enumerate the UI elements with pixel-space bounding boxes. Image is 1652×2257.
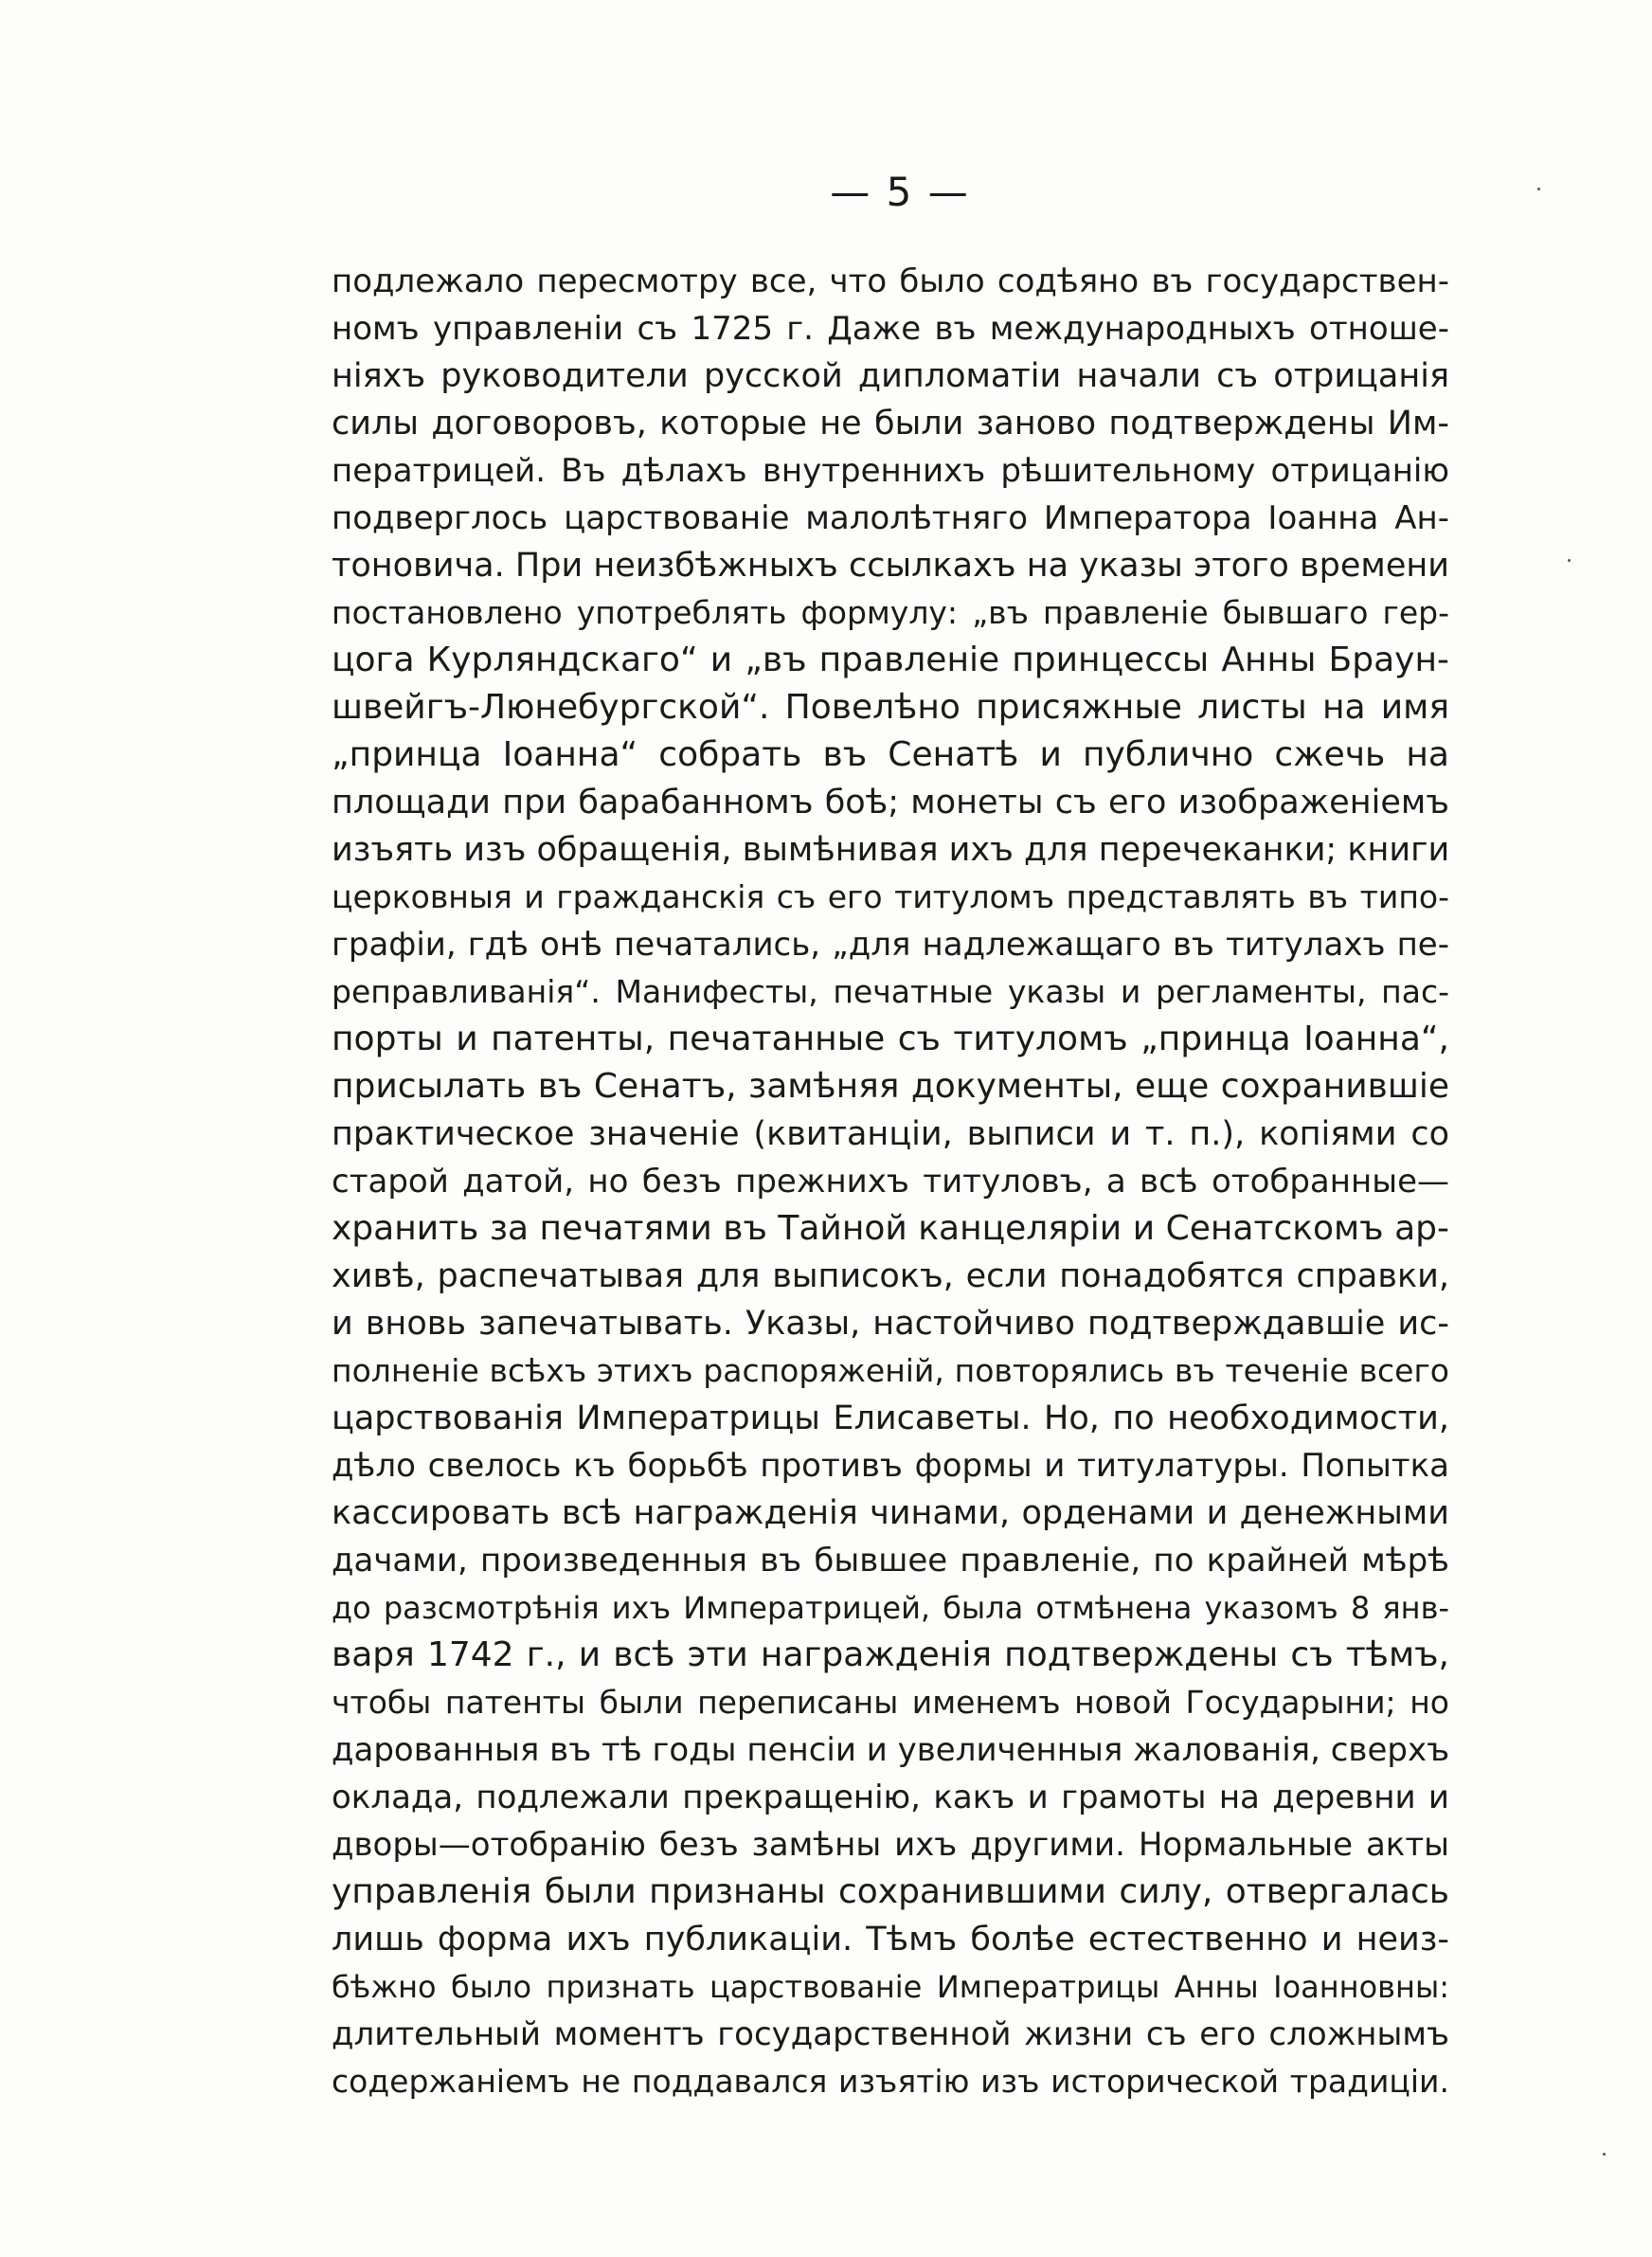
text-line: ператрицей. Въ дѣлахъ внутреннихъ рѣшительному отрицанію [332,452,1449,490]
text-line: ніяхъ руководители русской дипломатіи начали съ отрицанія [332,357,1449,395]
page-number: — 5 — [830,169,970,215]
text-line: силы договоровъ, которые не были заново подтверждены Им- [332,405,1449,442]
text-line: швейгъ-Люнебургской“. Повелѣно присяжные листы на имя [332,688,1449,727]
text-line: длительный моментъ государственной жизни съ его сложнымъ [332,2015,1449,2053]
text-line: варя 1742 г., и всѣ эти награжденія подтверждены съ тѣмъ, [332,1635,1449,1674]
text-line: тоновича. При неизбѣжныхъ ссылкахъ на указы этого времени [332,547,1449,585]
text-line: царствованія Императрицы Елисаветы. Но, по необходимости, [332,1399,1449,1437]
text-line: постановлено употреблять формулу: „въ правленіе бывшаго гер- [332,594,1449,631]
text-line: оклада, подлежали прекращенію, какъ и грамоты на деревни и [332,1779,1449,1816]
text-line: управленія были признаны сохранившими силу, отвергалась [332,1872,1449,1911]
text-line: порты и патенты, печатанные съ титуломъ „принца Іоанна“, [332,1020,1449,1058]
text-line: чтобы патенты были переписаны именемъ новой Государыни; но [332,1684,1449,1721]
text-line: содержаніемъ не поддавался изъятію изъ исторической традиціи. [332,2063,1449,2100]
scan-speck [1603,2153,1606,2156]
text-line: реправливанія“. Манифесты, печатные указы и регламенты, пас- [332,973,1449,1010]
text-line: площади при барабанномъ боѣ; монеты съ его изображеніемъ [332,784,1449,822]
text-line: дѣло свелось къ борьбѣ противъ формы и титулатуры. Попытка [332,1447,1449,1485]
text-line: „принца Іоанна“ собрать въ Сенатѣ и публично сжечь на [332,735,1449,774]
text-line: цога Курляндскаго“ и „въ правленіе принцессы Анны Браун- [332,641,1449,679]
text-line: графіи, гдѣ онѣ печатались, „для надлежащаго въ титулахъ пе- [332,926,1449,964]
text-line: практическое значеніе (квитанціи, выписи и т. п.), копіями со [332,1115,1449,1153]
text-line: кассировать всѣ награжденія чинами, орденами и денежными [332,1494,1449,1532]
text-line: хивѣ, распечатывая для выписокъ, если понадобятся справки, [332,1257,1449,1295]
text-line: дарованныя въ тѣ годы пенсіи и увеличенныя жалованія, сверхъ [332,1731,1450,1769]
text-line: присылать въ Сенатъ, замѣняя документы, еще сохранившіе [332,1067,1449,1106]
scan-speck [1568,559,1571,562]
text-line: номъ управленіи съ 1725 г. Даже въ международныхъ отноше- [332,310,1449,348]
text-line: и вновь запечатывать. Указы, настойчиво подтверждавшіе ис- [332,1305,1449,1343]
text-line: церковныя и гражданскія съ его титуломъ представлять въ типо- [332,878,1449,915]
text-line: полненіе всѣхъ этихъ распоряженій, повторялись въ теченіе всего [332,1352,1449,1389]
text-line: подлежало пересмотру все, что было содѣяно въ государствен- [332,262,1449,300]
text-line: лишь форма ихъ публикаціи. Тѣмъ болѣе естественно и неиз- [332,1921,1449,1959]
text-line: до разсмотрѣнія ихъ Императрицей, была отмѣнена указомъ 8 янв- [332,1590,1449,1626]
text-line: бѣжно было признать царствованіе Императрицы Анны Іоанновны: [332,1969,1449,2005]
text-line: дачами, произведенныя въ бывшее правленіе, по крайней мѣрѣ [332,1542,1449,1580]
text-line: изъять изъ обращенія, вымѣнивая ихъ для перечеканки; книги [332,831,1450,869]
text-line: подверглось царствованіе малолѣтняго Императора Іоанна Ан- [332,499,1449,537]
text-line: дворы—отобранію безъ замѣны ихъ другими. Нормальные акты [332,1826,1449,1864]
scan-speck [1537,188,1540,190]
text-line: старой датой, но безъ прежнихъ титуловъ, а всѣ отобранные— [332,1163,1449,1201]
body-text [332,258,1449,2105]
text-line: хранить за печатями въ Тайной канцеляріи и Сенатскомъ ар- [332,1209,1449,1248]
